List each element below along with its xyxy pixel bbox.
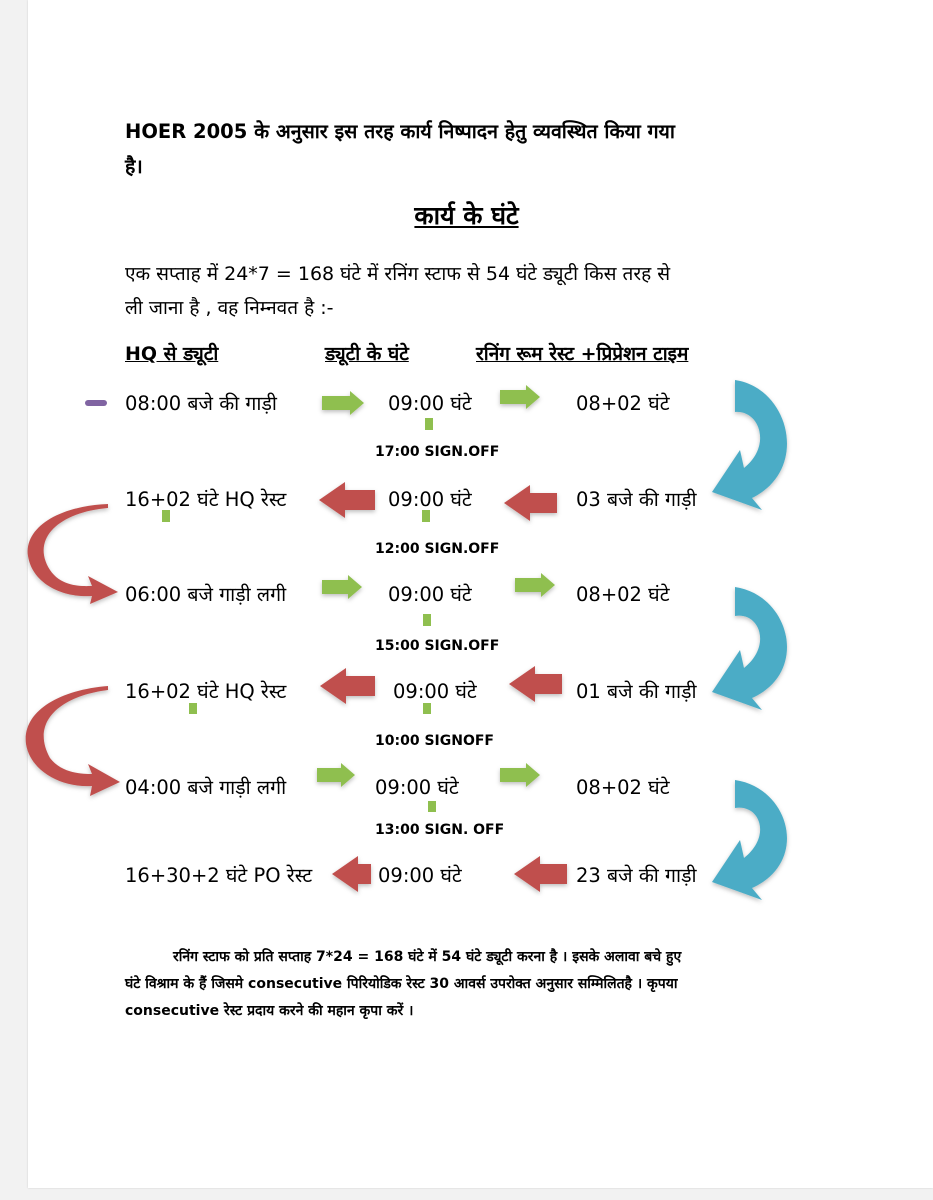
row2-sign-off: 12:00 SIGN.OFF <box>375 541 500 557</box>
marker-arrow <box>85 400 107 406</box>
red-arrow-left-r4b <box>509 666 562 702</box>
row6-duty-hours: 09:00 घंटे <box>378 864 462 887</box>
header-hq-duty: HQ से ड्यूटी <box>125 343 219 365</box>
green-arrow-right-r5b <box>500 763 540 787</box>
row3-train: 06:00 बजे गाड़ी लगी <box>125 583 287 606</box>
header-running-room-rest: रनिंग रूम रेस्ट +प्रिप्रेशन टाइम <box>476 343 689 365</box>
footnote-line-2: घंटे विश्राम के हैं जिसमे consecutive पिरियोडिक रेस्ट 30 आवर्स उपरोक्त अनुसार सम्मिलितहै । कृपया <box>125 976 678 992</box>
green-arrow-right-r1b <box>500 385 540 409</box>
row5-train: 04:00 बजे गाड़ी लगी <box>125 776 287 799</box>
row2-hq-rest: 16+02 घंटे HQ रेस्ट <box>125 488 287 511</box>
row6-train: 23 बजे की गाड़ी <box>576 864 697 887</box>
row3-duty-hours: 09:00 घंटे <box>388 583 472 606</box>
row3-rest: 08+02 घंटे <box>576 583 670 606</box>
red-arrow-left-r6b <box>514 856 567 892</box>
red-curve-arrow-2 <box>26 686 120 796</box>
row2-train: 03 बजे की गाड़ी <box>576 488 697 511</box>
green-arrow-down-5 <box>428 801 436 812</box>
red-arrow-left-r4a <box>320 668 375 704</box>
row4-train: 01 बजे की गाड़ी <box>576 680 697 703</box>
intro-line-1: HOER 2005 के अनुसार इस तरह कार्य निष्पादन हेतु व्यवस्थित किया गया <box>125 120 675 143</box>
row1-hq-duty: 08:00 बजे की गाड़ी <box>125 392 277 415</box>
green-arrow-right-r3b <box>515 573 555 597</box>
red-arrow-left-r2b <box>504 485 557 521</box>
row6-po-rest: 16+30+2 घंटे PO रेस्ट <box>125 864 313 887</box>
red-arrow-left-r6a <box>332 856 371 892</box>
green-arrow-down-1 <box>425 418 433 430</box>
green-arrow-down-4a <box>189 703 197 714</box>
footnote-line-1: रनिंग स्टाफ को प्रति सप्ताह 7*24 = 168 घंटे में 54 घंटे ड्यूटी करना है । इसके अलावा बचे हुए <box>173 949 682 965</box>
row3-sign-off: 15:00 SIGN.OFF <box>375 638 500 654</box>
row4-hq-rest: 16+02 घंटे HQ रेस्ट <box>125 680 287 703</box>
row5-duty-hours: 09:00 घंटे <box>375 776 459 799</box>
green-arrow-right-r3a <box>322 575 362 599</box>
row1-rest: 08+02 घंटे <box>576 392 670 415</box>
row1-sign-off: 17:00 SIGN.OFF <box>375 444 500 460</box>
green-arrow-down-3 <box>423 614 431 626</box>
section-title: कार्य के घंटे <box>414 201 519 230</box>
red-arrow-left-r2a <box>319 482 375 518</box>
row4-sign-off: 10:00 SIGNOFF <box>375 733 494 749</box>
paragraph-line-1: एक सप्ताह में 24*7 = 168 घंटे में रनिंग स्टाफ से 54 घंटे ड्यूटी किस तरह से <box>125 263 671 285</box>
blue-curve-arrow-1 <box>712 380 787 510</box>
blue-curve-arrow-3 <box>712 780 787 900</box>
green-arrow-down-4b <box>423 703 431 714</box>
blue-curve-arrow-2 <box>712 587 787 710</box>
green-arrow-right-r5a <box>317 763 355 787</box>
row5-rest: 08+02 घंटे <box>576 776 670 799</box>
row2-duty-hours: 09:00 घंटे <box>388 488 472 511</box>
row4-duty-hours: 09:00 घंटे <box>393 680 477 703</box>
red-curve-arrow-1 <box>28 504 118 604</box>
row1-duty-hours: 09:00 घंटे <box>388 392 472 415</box>
intro-line-2: है। <box>125 155 143 178</box>
paragraph-line-2: ली जाना है , वह निम्नवत है :- <box>125 297 334 319</box>
footnote-line-3: consecutive रेस्ट प्रदाय करने की महान कृपा करें । <box>125 1003 414 1019</box>
green-arrow-right-r1a <box>322 391 364 415</box>
header-duty-hours: ड्यूटी के घंटे <box>325 343 409 365</box>
row5-sign-off: 13:00 SIGN. OFF <box>375 822 505 838</box>
